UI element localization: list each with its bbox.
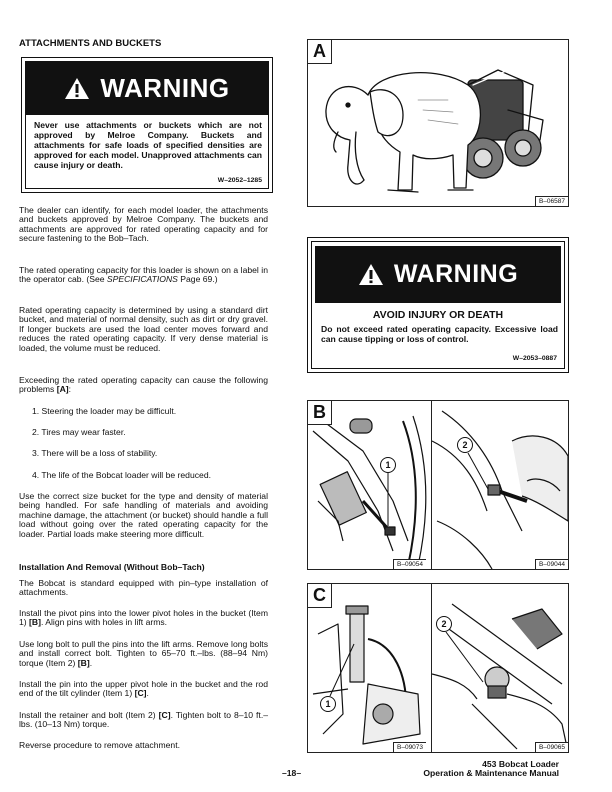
paragraph-capacity-determination: Rated operating capacity is determined by using a standard dirt bucket, and material of normal density, such as dirt or dry gravel. If longer buckets are used the load center moves forward and reduces the rated operating capacity. If very dense material is loaded, the volume must be reduced. — [19, 305, 268, 353]
install-step-upper-pin: Install the pin into the upper pivot hole in the bucket and the rod end of the tilt cylinder (Item 1) [C]. — [19, 679, 268, 699]
figure-letter: B — [308, 401, 332, 425]
footer-model: 453 Bobcat Loader — [482, 759, 559, 769]
warning-box-capacity — [307, 237, 569, 373]
callout-2: 2 — [436, 616, 452, 632]
warning-box-attachments — [21, 57, 273, 193]
figure-code: B–09044 — [535, 559, 568, 569]
callout-leader — [308, 584, 569, 753]
install-step-pivot-pins: Install the pivot pins into the lower pivot holes in the bucket (Item 1) [B]. Align pins with holes in lift arms. — [19, 608, 268, 628]
warning-banner — [26, 62, 268, 115]
callout-1: 1 — [320, 696, 336, 712]
figure-code: B–09065 — [535, 742, 568, 752]
list-item: 2. Tires may wear faster. — [32, 427, 126, 437]
callout-leader — [308, 401, 569, 570]
figure-letter: A — [308, 40, 332, 64]
warning-code: W–2053–0887 — [512, 355, 557, 362]
warning-text: Do not exceed rated operating capacity. Excessive load can cause tipping or loss of control. — [321, 324, 558, 344]
install-step-standard: The Bobcat is standard equipped with pin–type installation of attachments. — [19, 578, 268, 598]
warning-heading: AVOID INJURY OR DEATH — [372, 309, 504, 321]
warning-word: WARNING — [100, 73, 230, 103]
paragraph-dealer: The dealer can identify, for each model loader, the attachments and buckets approved by Melroe Company. The buckets and attachments are approved for rated operating capacity and for secure fastening to the Bob–Tach. — [19, 205, 268, 244]
figure-code: B–09073 — [393, 742, 426, 752]
paragraph-rated-label: The rated operating capacity for this loader is shown on a label in the operator cab. (See SPECIFICATIONS Page 69.) — [19, 265, 268, 285]
section-title: ATTACHMENTS AND BUCKETS — [19, 38, 162, 49]
warning-code: W–2052–1285 — [217, 177, 262, 184]
list-item: 3. There will be a loss of stability. — [32, 448, 158, 458]
figure-a-elephant-loader — [307, 39, 569, 207]
callout-1: 1 — [380, 457, 396, 473]
callout-2: 2 — [457, 437, 473, 453]
paragraph-exceeding: Exceeding the rated operating capacity can cause the following problems [A]: — [19, 375, 268, 395]
list-item: 1. Steering the loader may be difficult. — [32, 406, 177, 416]
figure-code: B–06587 — [535, 196, 568, 206]
list-item: 4. The life of the Bobcat loader will be reduced. — [32, 470, 211, 480]
page-number: –18– — [282, 768, 302, 778]
warning-triangle-icon — [64, 77, 90, 100]
install-heading: Installation And Removal (Without Bob–Tach) — [19, 562, 205, 572]
figure-c-tilt-cylinder — [307, 583, 569, 753]
elephant-loader-illustration — [308, 40, 569, 207]
install-step-retainer: Install the retainer and bolt (Item 2) [C]. Tighten bolt to 8–10 ft.–lbs. (10–13 Nm) torque. — [19, 710, 268, 730]
figure-code: B–09054 — [393, 559, 426, 569]
warning-text: Never use attachments or buckets which are not approved by Melroe Company. Buckets and attachments for safe loads of specified densities are approved for each model. Unapproved attachments can cause injury or death. — [34, 120, 262, 170]
figure-letter: C — [308, 584, 332, 608]
paragraph-bucket-size: Use the correct size bucket for the type and density of material being handled. For safe handling of materials and avoiding machine damage, the attachment (or bucket) should handle a full load without going over the rated operating capacity for the loader. Partial loads make steering more difficult. — [19, 491, 268, 539]
warning-triangle-icon — [358, 263, 384, 286]
footer-manual-title: Operation & Maintenance Manual — [423, 768, 559, 778]
install-step-long-bolt: Use long bolt to pull the pins into the lift arms. Remove long bolts and install correct bolt. Tighten to 65–70 ft.–lbs. (88–94 Nm) torque (Item 2) [B]. — [19, 639, 268, 668]
warning-word: WARNING — [393, 260, 519, 288]
install-step-reverse: Reverse procedure to remove attachment. — [19, 740, 180, 750]
warning-banner — [315, 246, 561, 303]
figure-b-pivot-pins — [307, 400, 569, 570]
